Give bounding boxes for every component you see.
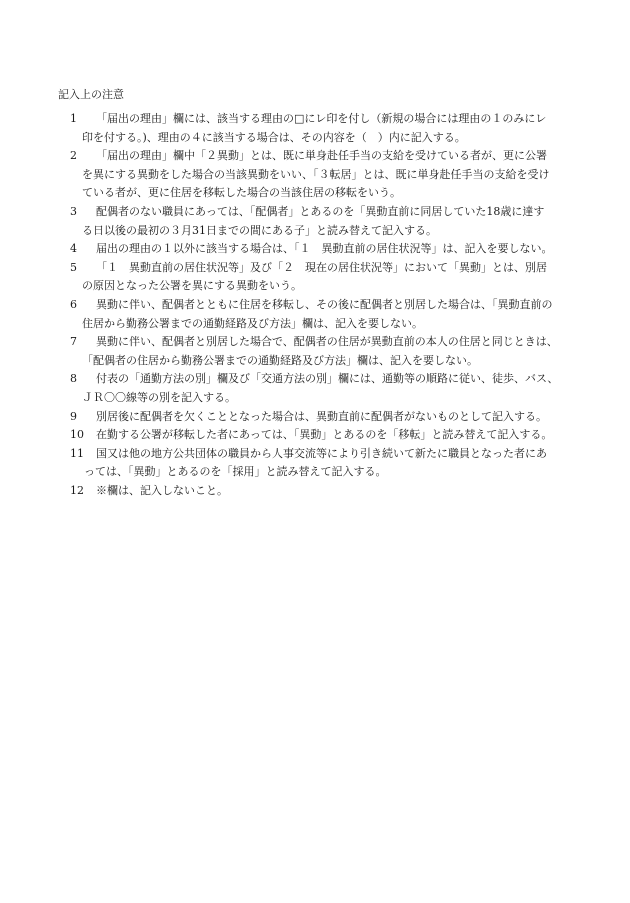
- note-item: [58, 445, 598, 482]
- note-item: [58, 240, 598, 259]
- note-text-line: 別居後に配偶者を欠くこととなった場合は、異動直前に配偶者がないものとして記入する。: [96, 409, 547, 423]
- note-item: [58, 408, 598, 427]
- note-text-line: る日以後の最初の３月31日までの間にある子」と読み替えて記入する。: [82, 223, 437, 237]
- note-number: 4: [70, 242, 77, 256]
- note-item: [58, 370, 598, 407]
- note-text-line: 「配偶者の住居から勤務公署までの通勤経路及び方法」欄は、記入を要しない。: [82, 353, 478, 367]
- note-item: [58, 482, 598, 501]
- note-number: 2: [70, 149, 77, 163]
- notes-list: [58, 110, 598, 500]
- note-text-line: 国又は他の地方公共団体の職員から人事交流等により引き続いて新たに職員となった者にあ: [96, 446, 547, 460]
- note-item: [58, 426, 598, 445]
- note-text-line: ＪＲ〇〇線等の別を記入する。: [82, 390, 236, 404]
- note-text-line: 「届出の理由」欄には、該当する理由の□にレ印を付し（新規の場合には理由の１のみにレ: [96, 112, 547, 125]
- note-text-line: 住居から勤務公署までの通勤経路及び方法」欄は、記入を要しない。: [82, 316, 423, 330]
- note-text-line: の原因となった公署を異にする異動をいう。: [82, 279, 302, 293]
- note-number: 5: [70, 260, 77, 274]
- note-number: 3: [70, 204, 77, 218]
- note-number: 8: [70, 372, 77, 386]
- note-item: [58, 110, 598, 147]
- note-text-line: 在勤する公署が移転した者にあっては、「異動」とあるのを「移転」と読み替えて記入する。: [96, 428, 553, 442]
- note-text-line: 届出の理由の１以外に該当する場合は、「１ 異動直前の居住状況等」は、記入を要しない。: [96, 242, 553, 256]
- note-number: 6: [70, 297, 77, 311]
- note-text-line: 「届出の理由」欄中「２異動」とは、既に単身赴任手当の支給を受けている者が、更に公署: [96, 149, 547, 163]
- note-item: [58, 259, 598, 296]
- note-text-line: 付表の「通勤方法の別」欄及び「交通方法の別」欄には、通勤等の順路に従い、徒歩、バス、: [96, 372, 559, 386]
- note-item: [58, 296, 598, 333]
- note-text-line: っては、「異動」とあるのを「採用」と読み替えて記入する。: [84, 465, 387, 479]
- note-number: 9: [70, 409, 77, 423]
- note-number: 12: [70, 483, 84, 497]
- note-text-line: を異にする異動をした場合の当該異動をいい、「３転居」とは、既に単身赴任手当の支給を受け: [82, 167, 550, 181]
- note-number: 11: [70, 446, 84, 460]
- note-text-line: ている者が、更に住居を移転した場合の当該住居の移転をいう。: [82, 186, 401, 200]
- note-number: 7: [70, 335, 77, 349]
- note-number: 1: [70, 112, 77, 125]
- note-item: [58, 333, 598, 370]
- notes-heading: 記入上の注意: [58, 88, 124, 101]
- note-text-line: 「１ 異動直前の居住状況等」及び「２ 現在の居住状況等」において「異動」とは、別居: [96, 260, 547, 274]
- note-text-line: 配偶者のない職員にあっては、「配偶者」とあるのを「異動直前に同居していた18歳に達す: [96, 204, 545, 218]
- note-text-line: 異動に伴い、配偶者と別居した場合で、配偶者の住居が異動直前の本人の住居と同じときは、: [96, 335, 558, 349]
- note-text-line: 異動に伴い、配偶者とともに住居を移転し、その後に配偶者と別居した場合は、「異動直前の: [96, 297, 553, 311]
- note-item: [58, 203, 598, 240]
- note-item: [58, 147, 598, 203]
- note-text-line: 印を付する。)、理由の４に該当する場合は、その内容を（ ）内に記入する。: [82, 130, 466, 144]
- note-text-line: ※欄は、記入しないこと。: [96, 483, 228, 497]
- note-number: 10: [70, 428, 84, 442]
